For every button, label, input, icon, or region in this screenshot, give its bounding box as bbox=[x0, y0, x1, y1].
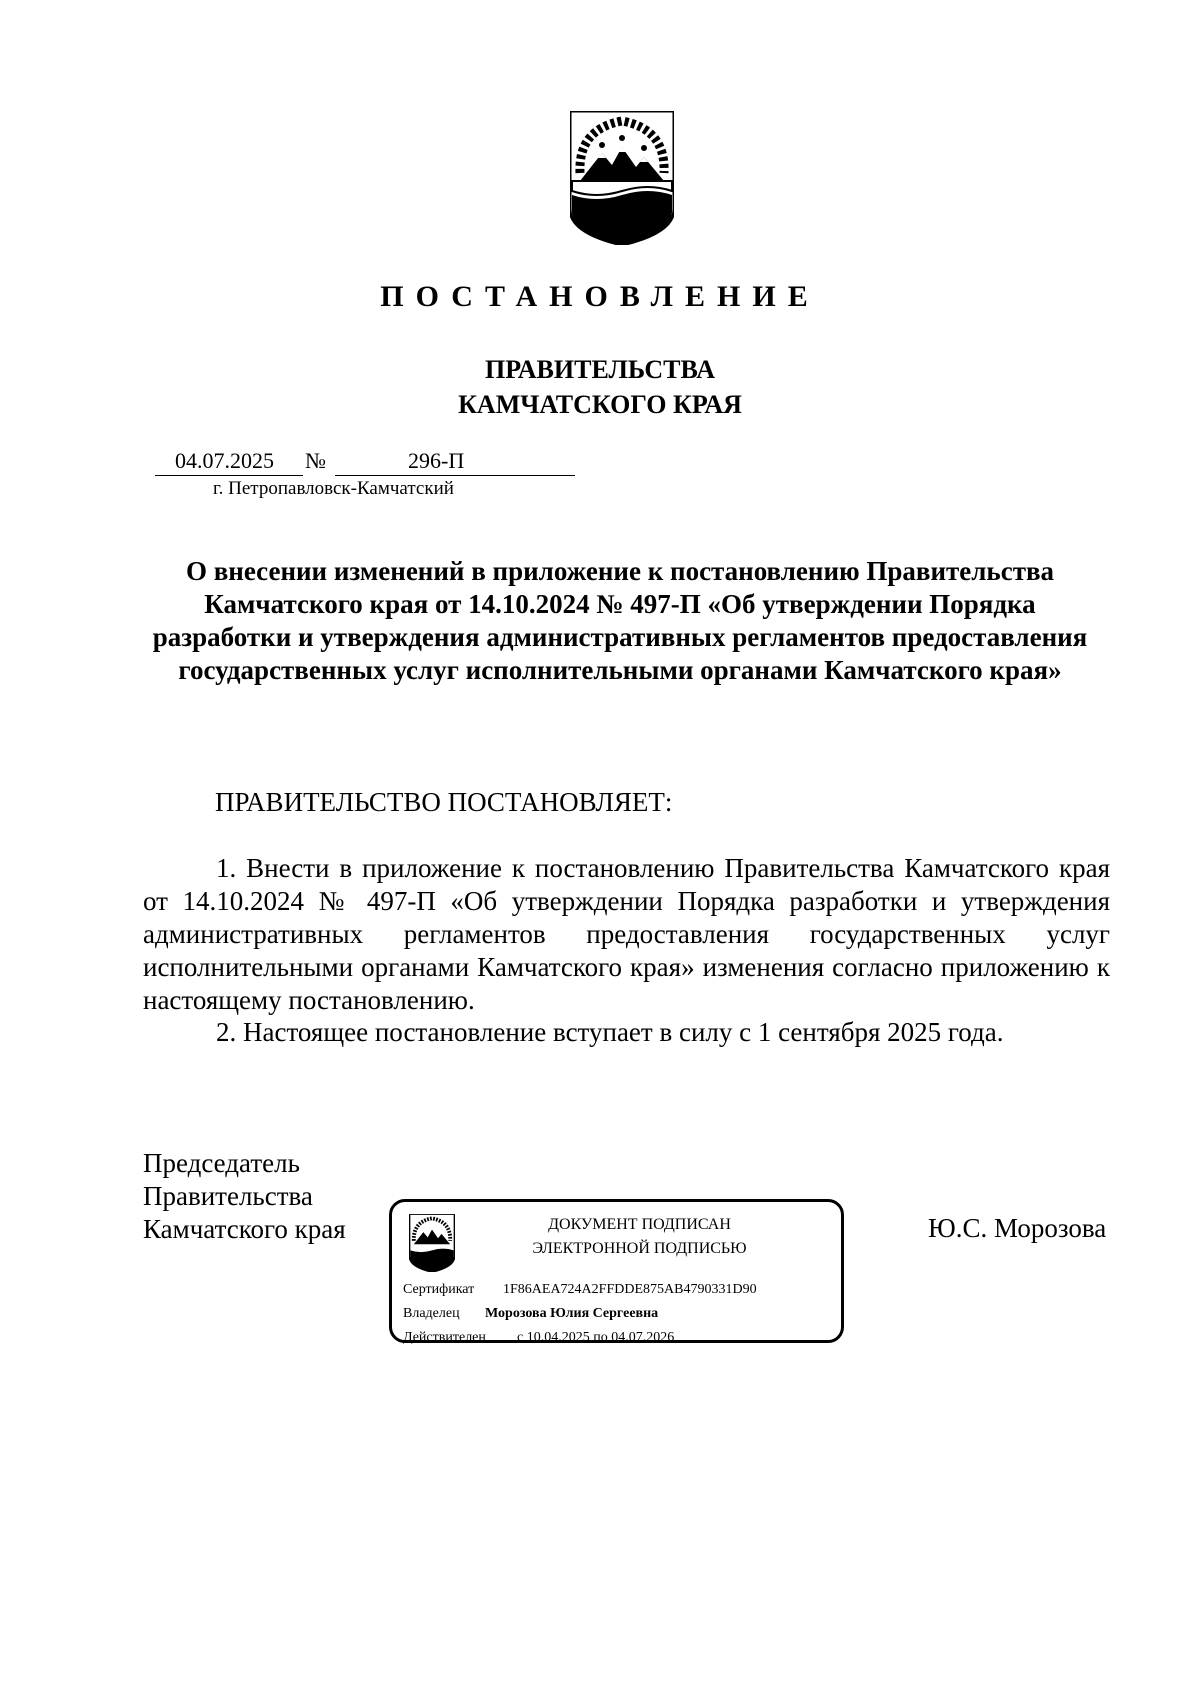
certificate-value: 1F86AEA724A2FFDDE875AB4790331D90 bbox=[503, 1282, 757, 1297]
stamp-validity-row bbox=[403, 1330, 675, 1346]
signatory-title bbox=[143, 1147, 346, 1246]
kamchatka-coat-of-arms-icon bbox=[570, 111, 674, 245]
decree-statement: ПРАВИТЕЛЬСТВО ПОСТАНОВЛЯЕТ: bbox=[215, 787, 673, 817]
electronic-signature-stamp bbox=[389, 1199, 844, 1343]
document-date: 04.07.2025 bbox=[175, 448, 274, 473]
signatory-title-line-2: Правительства bbox=[143, 1181, 313, 1211]
document-subject: О внесении изменений в приложение к постановлению Правительства Камчатского края от 14.10.2024 № 497-П «Об утверждении Порядка разработки и утверждения административных регламентов предоставления государственных услуг исполнительными органами Камчатского края» bbox=[152, 556, 1088, 685]
stamp-owner-row bbox=[403, 1306, 659, 1322]
stamp-heading-line-1: ДОКУМЕНТ ПОДПИСАН bbox=[548, 1216, 731, 1233]
signer-name: Ю.С. Морозова bbox=[928, 1213, 1107, 1243]
number-sign: № bbox=[305, 448, 326, 473]
issuing-authority bbox=[0, 352, 1200, 422]
certificate-label: Сертификат bbox=[403, 1282, 475, 1297]
signatory-title-line-3: Камчатского края bbox=[143, 1214, 346, 1244]
paragraph-1: 1. Внести в приложение к постановлению Правительства Камчатского края от 14.10.2024 № 497-П «Об утверждении Порядка разработки и утверждения административных регламентов предоставления государственных услуг исполнительными органами Камчатского края» изменения согласно приложению к настоящему постановлению. bbox=[143, 853, 1110, 1015]
signatory-title-line-1: Председатель bbox=[143, 1148, 300, 1178]
validity-value: с 10.04.2025 по 04.07.2026 bbox=[517, 1330, 675, 1345]
document-type: ПОСТАНОВЛЕНИЕ bbox=[380, 280, 820, 313]
stamp-heading-line-2: ЭЛЕКТРОННОЙ ПОДПИСЬЮ bbox=[532, 1240, 747, 1257]
stamp-coat-of-arms-icon bbox=[409, 1214, 455, 1272]
paragraph-2: 2. Настоящее постановление вступает в силу с 1 сентября 2025 года. bbox=[216, 1017, 1004, 1047]
owner-label: Владелец bbox=[403, 1306, 460, 1321]
city: г. Петропавловск-Камчатский bbox=[213, 478, 454, 499]
date-number-line bbox=[155, 448, 575, 478]
authority-line-2: КАМЧАТСКОГО КРАЯ bbox=[458, 390, 742, 419]
validity-label: Действителен bbox=[403, 1330, 486, 1345]
authority-line-1: ПРАВИТЕЛЬСТВА bbox=[485, 355, 715, 384]
document-number: 296-П bbox=[408, 448, 465, 473]
owner-value: Морозова Юлия Сергеевна bbox=[485, 1306, 659, 1321]
stamp-certificate-row bbox=[403, 1282, 757, 1298]
stamp-heading bbox=[487, 1213, 792, 1261]
